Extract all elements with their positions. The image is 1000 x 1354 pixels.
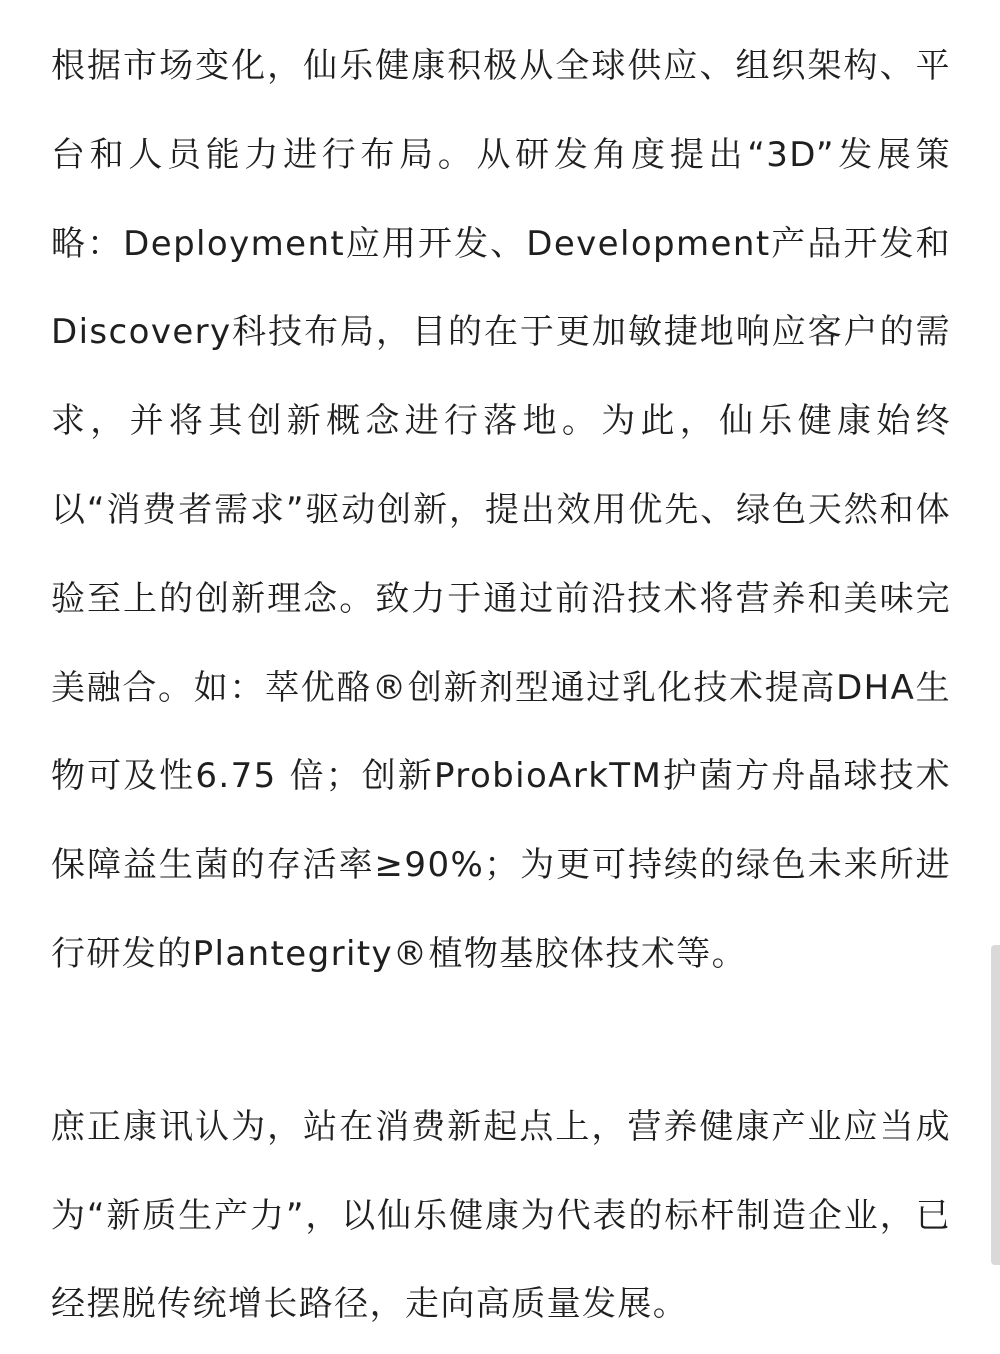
article-body [51, 22, 951, 1349]
paragraph-rd-strategy: 根据市场变化，仙乐健康积极从全球供应、组织架构、平台和人员能力进行布局。从研发角度提出“3D”发展策略：Deployment应用开发、Development产品开发和Discovery科技布局，目的在于更加敏捷地响应客户的需求，并将其创新概念进行落地。为此，仙乐健康始终以“消费者需求”驱动创新，提出效用优先、绿色天然和体验至上的创新理念。致力于通过前沿技术将营养和美味完美融合。如：萃优酪®创新剂型通过乳化技术提高DHA生物可及性6.75 倍；创新ProbioArkTM护菌方舟晶球技术保障益生菌的存活率≥90%；为更可持续的绿色未来所进行研发的Plantegrity®植物基胶体技术等。 [51, 46, 951, 974]
paragraph-conclusion: 庶正康讯认为，站在消费新起点上，营养健康产业应当成为“新质生产力”，以仙乐健康为代表的标杆制造企业，已经摆脱传统增长路径，走向高质量发展。 [51, 1106, 951, 1325]
scrollbar-thumb[interactable] [991, 945, 1000, 1265]
